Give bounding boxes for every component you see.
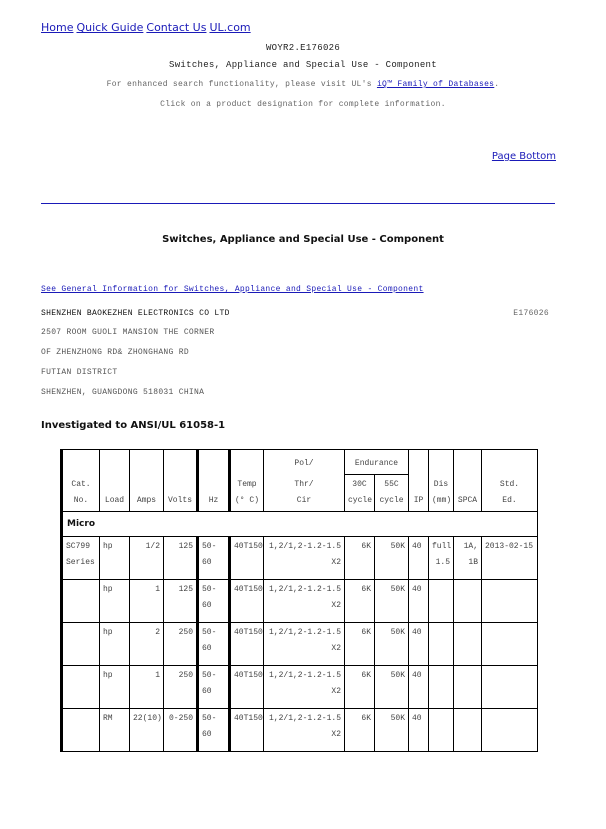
dis-mm (429, 622, 454, 665)
amps: 1 (130, 665, 164, 708)
page-bottom-link[interactable]: Page Bottom (491, 151, 556, 162)
amps: 2 (130, 622, 164, 665)
volts: 250 (164, 622, 198, 665)
iq-databases-link[interactable]: iQ™ Family of Databases (376, 80, 495, 89)
address-line: 2507 ROOM GUOLI MANSION THE CORNER (41, 328, 215, 337)
column-header: Hz (198, 474, 230, 511)
temp: 40T150 (230, 579, 264, 622)
nav-ul-com-link[interactable]: UL.com (209, 21, 251, 34)
header-row (62, 474, 538, 511)
column-header: Cat. No. (62, 474, 100, 511)
spca (454, 665, 482, 708)
divider (41, 203, 555, 204)
nav-contact-us-link[interactable]: Contact Us (146, 21, 207, 34)
header-cell (198, 450, 230, 475)
pol-thr-cir: 1,2/1,2-1.2-1.5 X2 (264, 579, 345, 622)
temp: 40T150 (230, 708, 264, 751)
header-cell (409, 450, 429, 475)
general-info-link[interactable]: See General Information for Switches, Appliance and Special Use - Component (41, 285, 424, 294)
amps: 22(10) (130, 708, 164, 751)
spca (454, 579, 482, 622)
column-header: SPCA (454, 474, 482, 511)
ip: 40 (409, 579, 429, 622)
table-row (62, 622, 538, 665)
cycle-30c: 6K (345, 622, 375, 665)
cycle-30c: 6K (345, 708, 375, 751)
column-header: Std. Ed. (482, 474, 538, 511)
load: hp (100, 579, 130, 622)
cycle-30c: 6K (345, 579, 375, 622)
header-cell (454, 450, 482, 475)
header-cell: Pol/ (264, 450, 345, 475)
std-ed (482, 708, 538, 751)
pol-thr-cir: 1,2/1,2-1.2-1.5 X2 (264, 665, 345, 708)
load: hp (100, 665, 130, 708)
spca (454, 708, 482, 751)
header-cell (100, 450, 130, 475)
load: RM (100, 708, 130, 751)
pol-thr-cir: 1,2/1,2-1.2-1.5 X2 (264, 622, 345, 665)
std-ed: 2013-02-15 (482, 536, 538, 579)
column-header: 30C cycle (345, 474, 375, 511)
category-title: Switches, Appliance and Special Use - Component (169, 60, 437, 70)
cycle-55c: 50K (375, 622, 409, 665)
hz: 50-60 (198, 665, 230, 708)
click-note: Click on a product designation for complete information. (160, 100, 446, 109)
amps: 1 (130, 579, 164, 622)
spca (454, 622, 482, 665)
address-line: SHENZHEN, GUANGDONG 518031 CHINA (41, 388, 205, 397)
table-row (62, 665, 538, 708)
table-row (62, 708, 538, 751)
cycle-30c: 6K (345, 665, 375, 708)
table-row (62, 536, 538, 579)
column-header: Volts (164, 474, 198, 511)
column-header: IP (409, 474, 429, 511)
hz: 50-60 (198, 622, 230, 665)
header-endurance: Endurance (345, 450, 409, 475)
cycle-55c: 50K (375, 579, 409, 622)
column-header: 55C cycle (375, 474, 409, 511)
header-row-top (62, 450, 538, 475)
column-header: Dis (mm) (429, 474, 454, 511)
hz: 50-60 (198, 536, 230, 579)
cat-no (62, 665, 100, 708)
address-line: OF ZHENZHONG RD& ZHONGHANG RD (41, 348, 189, 357)
ip: 40 (409, 622, 429, 665)
dis-mm (429, 579, 454, 622)
ip: 40 (409, 665, 429, 708)
hz: 50-60 (198, 579, 230, 622)
top-nav (41, 21, 254, 34)
column-header: Amps (130, 474, 164, 511)
ip: 40 (409, 708, 429, 751)
std-ed (482, 665, 538, 708)
header-cell (130, 450, 164, 475)
cycle-30c: 6K (345, 536, 375, 579)
ip: 40 (409, 536, 429, 579)
cat-no (62, 622, 100, 665)
column-header: Temp (° C) (230, 474, 264, 511)
cat-no (62, 579, 100, 622)
cat-no (62, 708, 100, 751)
investigated-heading: Investigated to ANSI/UL 61058-1 (41, 420, 226, 431)
nav-quick-guide-link[interactable]: Quick Guide (76, 21, 144, 34)
volts: 0-250 (164, 708, 198, 751)
header-cell (482, 450, 538, 475)
pol-thr-cir: 1,2/1,2-1.2-1.5 X2 (264, 708, 345, 751)
table-row (62, 579, 538, 622)
column-header: Thr/ Cir (264, 474, 345, 511)
pol-thr-cir: 1,2/1,2-1.2-1.5 X2 (264, 536, 345, 579)
file-number: E176026 (513, 309, 549, 318)
temp: 40T150 (230, 665, 264, 708)
volts: 250 (164, 665, 198, 708)
header-cell (429, 450, 454, 475)
company-name: SHENZHEN BAOKEZHEN ELECTRONICS CO LTD (41, 309, 230, 318)
temp: 40T150 (230, 622, 264, 665)
temp: 40T150 (230, 536, 264, 579)
hz: 50-60 (198, 708, 230, 751)
file-id: WOYR2.E176026 (265, 43, 341, 53)
volts: 125 (164, 579, 198, 622)
product-table (60, 449, 538, 752)
column-header: Load (100, 474, 130, 511)
cycle-55c: 50K (375, 665, 409, 708)
search-note-end: . (494, 80, 500, 89)
header-cell (230, 450, 264, 475)
group-label: Micro (62, 511, 538, 536)
dis-mm: full 1.5 (429, 536, 454, 579)
cycle-55c: 50K (375, 708, 409, 751)
std-ed (482, 579, 538, 622)
search-note (0, 80, 606, 89)
amps: 1/2 (130, 536, 164, 579)
dis-mm (429, 708, 454, 751)
nav-home-link[interactable]: Home (41, 21, 74, 34)
std-ed (482, 622, 538, 665)
header-cell (62, 450, 100, 475)
volts: 125 (164, 536, 198, 579)
dis-mm (429, 665, 454, 708)
cycle-55c: 50K (375, 536, 409, 579)
header-cell (164, 450, 198, 475)
load: hp (100, 536, 130, 579)
spca: 1A, 1B (454, 536, 482, 579)
address-line: FUTIAN DISTRICT (41, 368, 118, 377)
cat-no: SC799 Series (62, 536, 100, 579)
load: hp (100, 622, 130, 665)
group-row (62, 511, 538, 536)
section-heading: Switches, Appliance and Special Use - Component (162, 234, 444, 245)
search-note-text: For enhanced search functionality, please visit UL's (106, 80, 377, 89)
